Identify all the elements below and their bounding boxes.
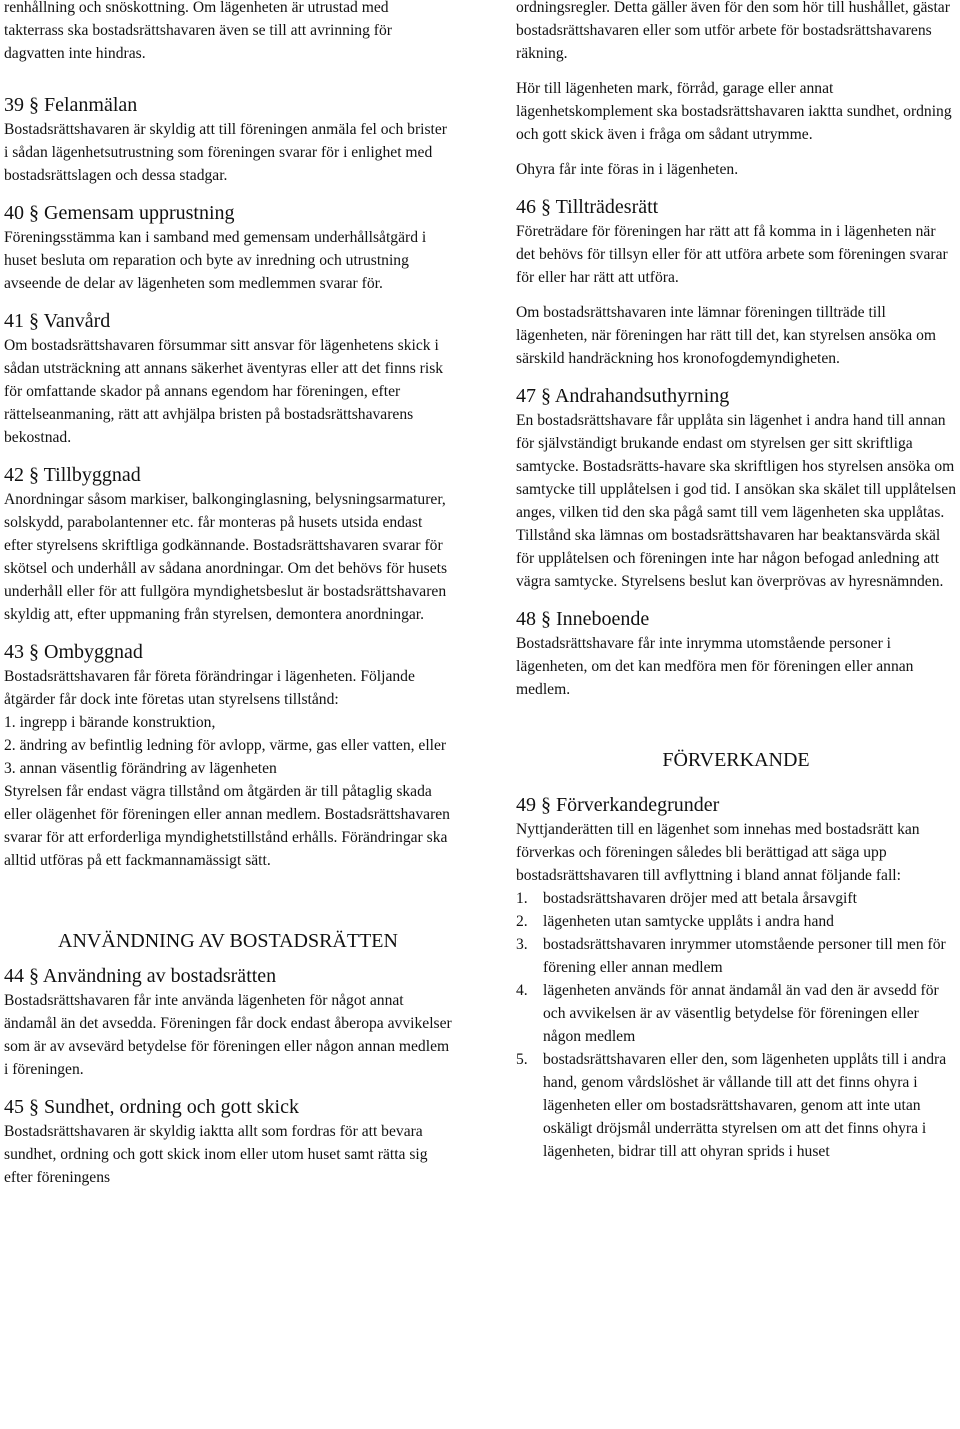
section-41 [4,309,452,449]
section-body: Bostadsrättshavare får inte inrymma utomstående personer i lägenheten, om det kan medföra men för föreningen eller annan medlem. [516,635,914,698]
list-number: 4. [516,982,528,999]
section-body-continued: Styrelsen får endast vägra tillstånd om åtgärden är till påtaglig skada eller olägenhet för föreningen eller annan medlem. Bostadsrättshavaren svarar för att erforderliga myndighetstillstånd erhålls. Förändringar ska alltid utföras på ett fackmannamässigt sätt. [4,783,450,869]
section-heading: 46 § Tillträdesrätt [516,196,659,218]
list-item: 3. annan väsentlig förändring av lägenheten [4,760,277,777]
section-43 [4,640,452,872]
list-item [516,887,956,910]
section-heading: 40 § Gemensam upprustning [4,202,235,224]
section-39 [4,93,452,187]
left-column [4,0,452,1189]
intro-text: renhållning och snöskottning. Om lägenheten är utrustad med takterrass ska bostadsrättshavaren även se till att avrinning för dagvatten inte hindras. [4,0,392,62]
list-item: 2. ändring av befintlig ledning för avlopp, värme, gas eller vatten, eller [4,737,447,754]
alteration-list [4,711,452,780]
section-body: Bostadsrättshavaren är skyldig iaktta allt som fordras för att bevara sundhet, ordning och gott skick inom eller utom huset samt rätta sig efter föreningens [4,1123,428,1186]
section-44 [4,964,452,1081]
list-item: 1. ingrepp i bärande konstruktion, [4,714,216,731]
section-body: En bostadsrättshavare får upplåta sin lägenhet i andra hand till annan för självständigt brukande endast om styrelsen ger sitt skriftliga samtycke. Bostadsrätts-havare ska skriftligen hos styrelsen ansöka om samtycke till upplåtelsen i god tid. I ansökan ska skälet till upplåtelsen anges, vilken tid den ska pågå samt till vem lägenheten ska upplåtas. Tillstånd ska lämnas om bostadsrättshavaren har beaktansvärda skäl för upplåtelsen och föreningen inte har någon befogad anledning att vägra samtycke. Styrelsens beslut kan överprövas av hyresnämnden. [516,412,956,590]
section-body: Anordningar såsom markiser, balkonginglasning, belysningsarmaturer, solskydd, parabolantenner etc. får monteras på husets utsida endast efter styrelsens skriftliga godkännande. Bostadsrättshavaren svarar för skötsel och underhåll av sådana anordningar. Om det behövs för husets underhåll eller för att fullgöra myndighetsbeslut är bostadsrättshavaren skyldig att, efter uppmaning från styrelsen, demontera anordningar. [4,491,448,623]
list-text: bostadsrättshavaren inrymmer utomstående personer till men för förening eller annan medlem [543,936,946,976]
section-40 [4,201,452,295]
section-45 [4,1095,452,1189]
part-title: FÖRVERKANDE [662,749,810,771]
list-text: lägenheten används för annat ändamål än vad den är avsedd för och avvikelsen är av väsentlig betydelse för föreningen eller någon medlem [543,982,939,1045]
section-body: Bostadsrättshavaren får företa förändringar i lägenheten. Följande åtgärder får dock inte företas utan styrelsens tillstånd: [4,668,415,708]
section-49 [516,793,956,1163]
section-body: Föreningsstämma kan i samband med gemensam underhållsåtgärd i huset besluta om reparation och byte av inredning och utrustning avseende de delar av lägenheten som medlemmen svarar för. [4,229,427,292]
section-heading: 47 § Andrahandsuthyrning [516,385,730,407]
list-text: lägenheten utan samtycke upplåts i andra hand [543,913,834,930]
list-number: 1. [516,890,528,907]
section-heading: 45 § Sundhet, ordning och gott skick [4,1096,299,1118]
section-body: Nyttjanderätten till en lägenhet som innehas med bostadsrätt kan förverkas och föreningen således bli berättigad att säga upp bostadsrättshavaren till avflyttning i bland annat följande fall: [516,821,920,884]
part-title: ANVÄNDNING AV BOSTADSRÄTTEN [58,930,398,952]
paragraph: Hör till lägenheten mark, förråd, garage eller annat lägenhetskomplement ska bostadsrättshavaren iaktta sundhet, ordning och gott skick även i fråga om sådant utrymme. [516,80,952,143]
section-47 [516,384,956,593]
section-heading: 49 § Förverkandegrunder [516,794,720,816]
section-46 [516,195,956,370]
list-text: bostadsrättshavaren eller den, som lägenheten upplåts till i andra hand, genom vårdslöshet är vållande till att det finns ohyra i lägenheten eller om bostadsrättshavaren, genom att inte utan oskäligt dröjsmål underrätta styrelsen om att det finns ohyra i lägenheten, bidrar till att ohyran sprids i huset [543,1051,947,1160]
list-text: bostadsrättshavaren dröjer med att betala årsavgift [543,890,857,907]
forfeiture-list [516,887,956,1163]
section-42 [4,463,452,626]
section-body: Företrädare för föreningen har rätt att få komma in i lägenheten när det behövs för tillsyn eller för att utföra arbete som föreningen svarar för eller har rätt att utföra. [516,223,948,286]
section-body: Bostadsrättshavaren är skyldig att till föreningen anmäla fel och brister i sådan lägenhetsutrustning som föreningen svarar för i enlighet med bostadsrättslagen och dessa stadgar. [4,121,447,184]
section-heading: 39 § Felanmälan [4,94,138,116]
list-item [516,910,956,933]
section-body: Bostadsrättshavaren får inte använda lägenheten för något annat ändamål än det avsedda. Föreningen får dock endast åberopa avvikelser som är av avsevärd betydelse för föreningen eller någon annan medlem i föreningen. [4,992,452,1078]
section-48 [516,607,956,701]
section-heading: 44 § Användning av bostadsrätten [4,965,277,987]
list-item [516,933,956,979]
list-number: 5. [516,1051,528,1068]
right-column [516,0,956,1163]
list-number: 2. [516,913,528,930]
section-body: Om bostadsrättshavaren försummar sitt ansvar för lägenhetens skick i sådan utsträckning att annans säkerhet äventyras eller att det finns risk för omfattande skador på annans egendom har föreningen, efter rättelseanmaning, rätt att avhjälpa bristen på bostadsrättshavarens bekostnad. [4,337,444,446]
section-heading: 43 § Ombyggnad [4,641,143,663]
paragraph: Ohyra får inte föras in i lägenheten. [516,161,739,178]
section-heading: 42 § Tillbyggnad [4,464,141,486]
continued-text: ordningsregler. Detta gäller även för den som hör till hushållet, gästar bostadsrättshavaren eller som utför arbete för bostadsrättshavarens räkning. [516,0,950,62]
section-body-2: Om bostadsrättshavaren inte lämnar föreningen tillträde till lägenheten, när föreningen har rätt till det, kan styrelsen ansöka om särskild handräckning hos kronofogdemyndigheten. [516,304,937,367]
list-item [516,979,956,1048]
section-heading: 48 § Inneboende [516,608,650,630]
list-item [516,1048,956,1163]
list-number: 3. [516,936,528,953]
section-heading: 41 § Vanvård [4,310,111,332]
